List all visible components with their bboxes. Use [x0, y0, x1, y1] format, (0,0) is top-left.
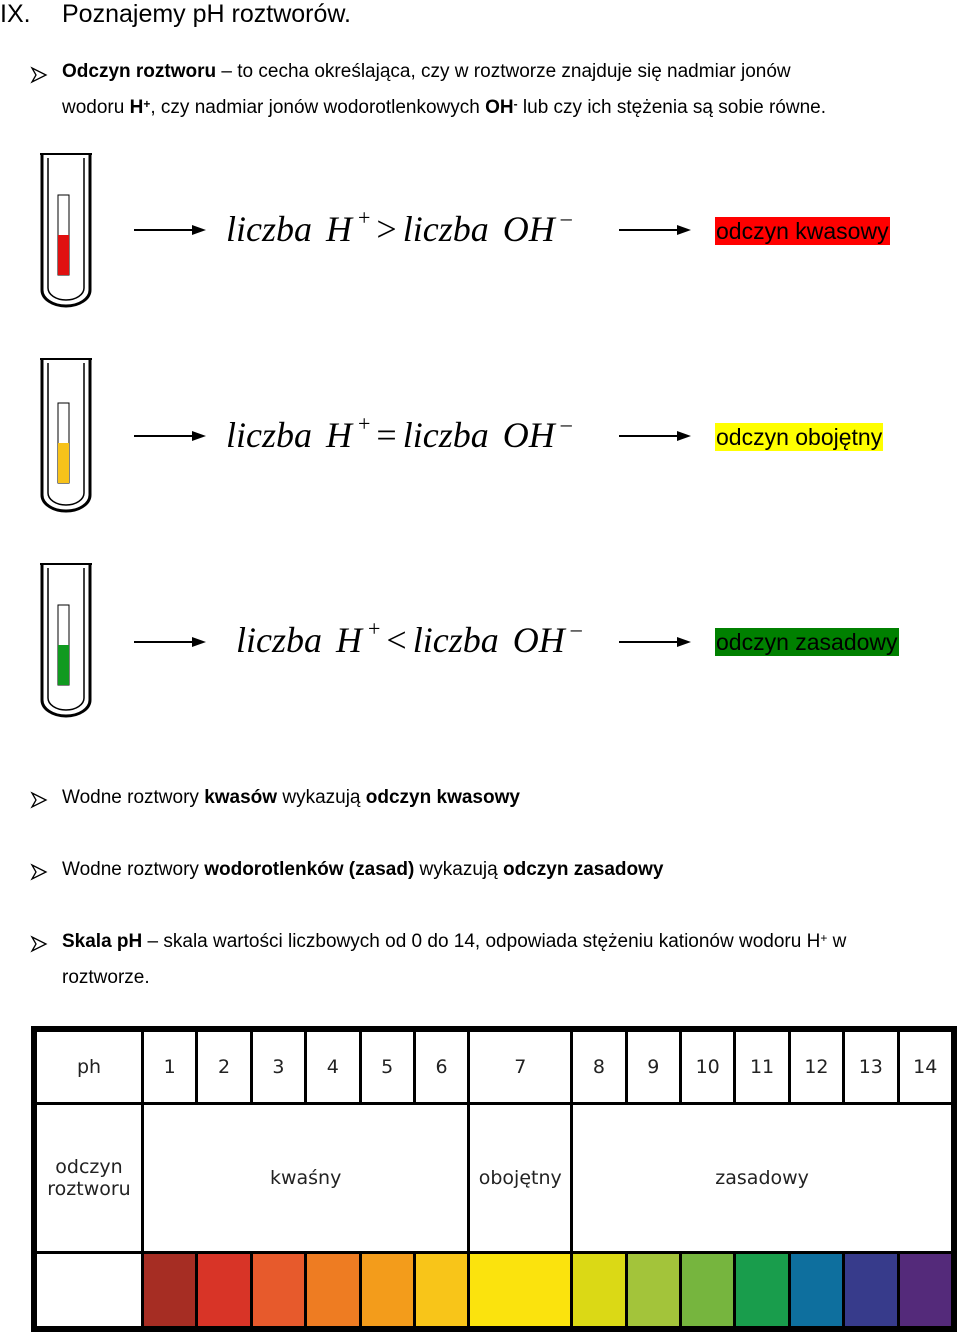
ph-color-swatch [144, 1254, 195, 1326]
formula-h: H [326, 209, 352, 249]
bullet-bases [62, 852, 663, 888]
ph-color-swatch [628, 1254, 679, 1326]
bullet-text: wykazują [277, 787, 366, 808]
intro-line2-end: lub czy ich stężenia są sobie równe. [517, 97, 827, 118]
tube-liquid-basic [58, 645, 69, 685]
ph-color-swatch [900, 1254, 952, 1326]
bullet-bold: odczyn kwasowy [365, 787, 520, 808]
section-number: IX. [0, 0, 31, 28]
arrow-bullet-icon [30, 66, 48, 84]
arrow-right-icon [615, 220, 695, 240]
bullet-acids [62, 780, 520, 816]
intro-dash: – to cecha określająca, czy w roztworze znajduje się nadmiar jonów [216, 61, 791, 82]
arrow-right-icon [615, 426, 695, 446]
ph-value-cell: 14 [900, 1032, 952, 1102]
formula-word: liczba [402, 209, 489, 249]
arrow-bullet-icon [30, 791, 48, 809]
ph-value-cell: 3 [253, 1032, 304, 1102]
ph-reaction-row [37, 1105, 951, 1251]
formula-word: liczba [226, 209, 312, 249]
formula-oh: OH [502, 415, 555, 455]
oh-charge: - [513, 97, 518, 111]
ph-value-cell: 12 [791, 1032, 842, 1102]
bullet-bold: kwasów [204, 787, 278, 808]
formula-basic [236, 616, 582, 661]
ph-basic-cell: zasadowy [573, 1105, 951, 1251]
ph-value-cell: 5 [362, 1032, 413, 1102]
formula-oh: OH [502, 209, 555, 249]
ph-color-swatch [736, 1254, 787, 1326]
ph-color-swatch [416, 1254, 467, 1326]
result-basic: odczyn zasadowy [716, 629, 898, 655]
oh-ion: OH [485, 97, 514, 118]
test-tube-acidic [38, 150, 94, 310]
ph-color-swatch [470, 1254, 570, 1326]
ph-value-cell: 9 [628, 1032, 679, 1102]
formula-word: liczba [236, 620, 322, 660]
tube-liquid-neutral [58, 443, 69, 483]
bullet-bold: odczyn zasadowy [502, 859, 664, 880]
ph-value-cell: 8 [573, 1032, 624, 1102]
ph-value-cell: 4 [307, 1032, 358, 1102]
ph-color-swatch [362, 1254, 413, 1326]
h-charge: + [143, 97, 151, 111]
intro-line2-start: wodoru [62, 97, 130, 118]
formula-oh-sup: – [560, 411, 572, 436]
bullet-text: wykazują [414, 859, 503, 880]
formula-neutral [226, 411, 572, 456]
ph-header-cell: ph [37, 1032, 141, 1102]
arrow-bullet-icon [30, 935, 48, 953]
bullet-bold: wodorotlenków (zasad) [204, 859, 415, 880]
scale-line2: roztworze. [62, 967, 150, 988]
formula-h-sup: + [368, 616, 381, 641]
scale-sup: + [820, 931, 828, 945]
result-acidic: odczyn kwasowy [716, 218, 889, 244]
formula-word: liczba [402, 415, 489, 455]
ph-scale-table [31, 1026, 957, 1332]
ph-acidic-cell: kwaśny [144, 1105, 467, 1251]
ph-color-swatch [573, 1254, 624, 1326]
ph-header-row [37, 1032, 951, 1102]
ph-value-cell: 2 [198, 1032, 249, 1102]
formula-oh-sup: – [570, 616, 582, 641]
test-tube-neutral [38, 355, 94, 515]
ph-neutral-cell: obojętny [470, 1105, 570, 1251]
result-neutral: odczyn obojętny [716, 424, 883, 450]
intro-paragraph [62, 54, 922, 126]
formula-acidic [226, 205, 572, 250]
arrow-right-icon [130, 426, 210, 446]
formula-word: liczba [226, 415, 312, 455]
ph-color-swatch [845, 1254, 896, 1326]
ph-value-cell: 10 [682, 1032, 733, 1102]
intro-line2-mid: , czy nadmiar jonów wodorotlenkowych [150, 97, 486, 118]
ph-value-cell: 6 [416, 1032, 467, 1102]
arrow-right-icon [130, 220, 210, 240]
arrow-right-icon [130, 632, 210, 652]
formula-h: H [336, 620, 362, 660]
scale-after: w [827, 931, 847, 952]
intro-term: Odczyn roztworu [62, 61, 217, 82]
ph-color-swatch [791, 1254, 842, 1326]
formula-h-sup: + [358, 411, 371, 436]
tube-liquid-acidic [58, 235, 69, 275]
ph-reaction-label: odczyn roztworu [37, 1105, 141, 1251]
scale-term: Skala pH [62, 931, 143, 952]
formula-word: liczba [412, 620, 499, 660]
bullet-scale [62, 924, 942, 996]
bullet-text: Wodne roztwory [62, 859, 205, 880]
formula-operator: < [386, 620, 407, 660]
arrow-bullet-icon [30, 863, 48, 881]
section-title-text: Poznajemy pH roztworów. [62, 0, 352, 28]
scale-text: – skala wartości liczbowych od 0 do 14, odpowiada stężeniu kationów wodoru H [142, 931, 821, 952]
ph-color-empty-cell [37, 1254, 141, 1326]
section-title [0, 0, 351, 29]
ph-color-swatch [682, 1254, 733, 1326]
formula-oh-sup: – [560, 205, 572, 230]
formula-h: H [326, 415, 352, 455]
formula-oh: OH [512, 620, 565, 660]
formula-h-sup: + [358, 205, 371, 230]
ph-value-cell: 1 [144, 1032, 195, 1102]
bullet-text: Wodne roztwory [62, 787, 205, 808]
formula-operator: = [376, 415, 397, 455]
ph-color-swatch [307, 1254, 358, 1326]
ph-color-swatch [253, 1254, 304, 1326]
test-tube-basic [38, 560, 94, 720]
ph-value-cell: 13 [845, 1032, 896, 1102]
ph-color-row [37, 1254, 951, 1326]
formula-operator: > [376, 209, 397, 249]
h-ion: H [129, 97, 144, 118]
ph-color-swatch [198, 1254, 249, 1326]
ph-value-cell: 7 [470, 1032, 570, 1102]
ph-value-cell: 11 [736, 1032, 787, 1102]
arrow-right-icon [615, 632, 695, 652]
